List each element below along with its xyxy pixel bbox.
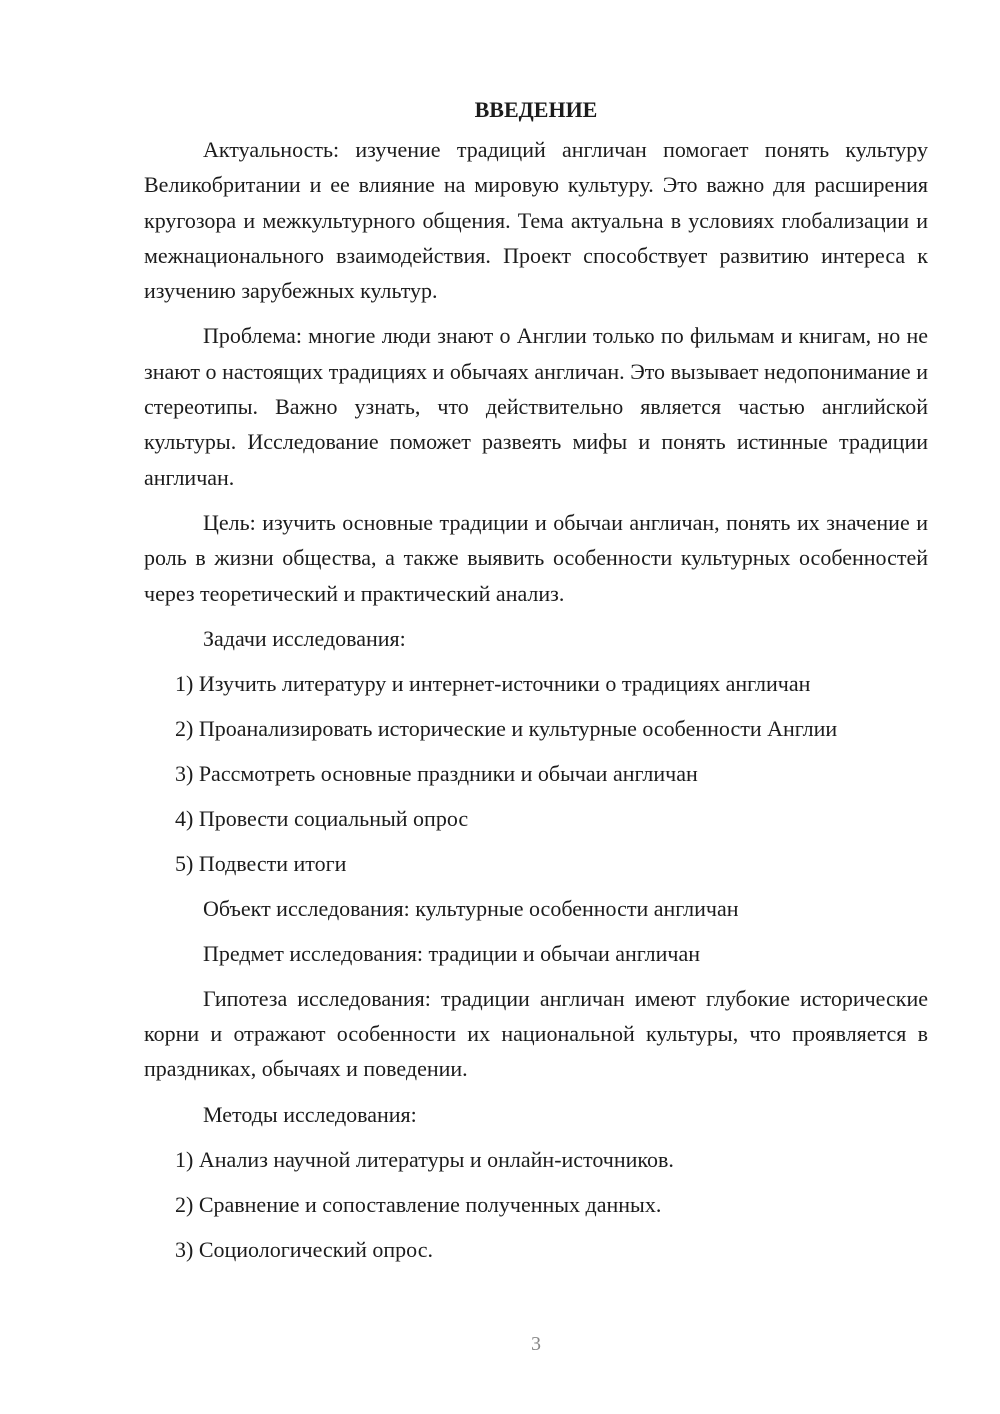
methods-title: Методы исследования:	[203, 1101, 417, 1127]
paragraph-relevance: Актуальность: изучение традиций англичан помогает понять культуру Великобритании и ее влияние на мировую культуру. Это важно для расширения кругозора и межкультурного общения. Тема актуальна в условиях глобализации и межнационального взаимодействия. Проект способствует развитию интереса к изучению зарубежных культур.	[144, 137, 928, 304]
paragraph-problem: Проблема: многие люди знают о Англии только по фильмам и книгам, но не знают о настоящих традициях и обычаях англичан. Это вызывает недопонимание и стереотипы. Важно узнать, что действительно является частью английской культуры. Исследование поможет развеять мифы и понять истинные традиции англичан.	[144, 323, 928, 490]
paragraph-hypothesis: Гипотеза исследования: традиции англичан имеют глубокие исторические корни и отражают особенности их национальной культуры, что проявляется в праздниках, обычаях и поведении.	[144, 985, 928, 1082]
research-object: Объект исследования: культурные особенности англичан	[203, 895, 739, 921]
method-item: 2) Сравнение и сопоставление полученных данных.	[175, 1191, 662, 1217]
section-heading: ВВЕДЕНИЕ	[474, 97, 598, 122]
tasks-title: Задачи исследования:	[203, 625, 406, 651]
task-item: 3) Рассмотреть основные праздники и обычаи англичан	[175, 760, 698, 786]
page-content	[144, 92, 928, 1277]
task-item: 4) Провести социальный опрос	[175, 805, 469, 831]
task-item: 5) Подвести итоги	[175, 850, 347, 876]
task-item: 1) Изучить литературу и интернет-источники о традициях англичан	[175, 670, 811, 696]
page-number: 3	[531, 1333, 541, 1355]
research-subject: Предмет исследования: традиции и обычаи англичан	[203, 940, 701, 966]
task-item: 2) Проанализировать исторические и культурные особенности Англии	[175, 715, 838, 741]
method-item: 3) Социологический опрос.	[175, 1236, 433, 1262]
paragraph-goal: Цель: изучить основные традиции и обычаи англичан, понять их значение и роль в жизни общества, а также выявить особенности культурных особенностей через теоретический и практический анализ.	[144, 509, 928, 606]
method-item: 1) Анализ научной литературы и онлайн-источников.	[175, 1146, 674, 1172]
